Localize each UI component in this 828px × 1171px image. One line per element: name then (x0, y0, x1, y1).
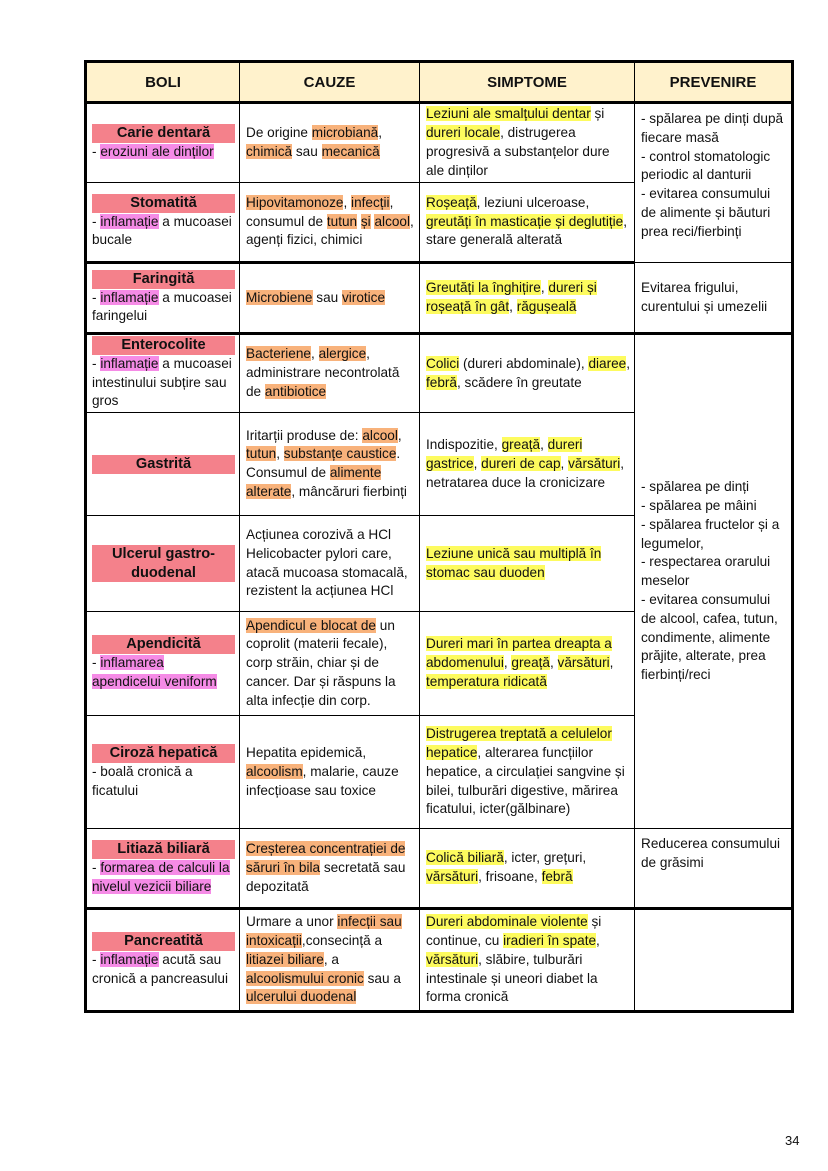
prevenire-cell: - spălarea pe dinți după fiecare masă - control stomatologic periodic al danturii - evitarea consumului de alimente și băuturi prea reci/fierbinți (635, 103, 793, 263)
cauze-cell: Acțiunea corozivă a HCl Helicobacter pylori care, atacă mucoasa stomacală, rezistent la acțiunea HCl (240, 516, 420, 612)
simptome-cell: Dureri mari în partea dreapta a abdomenului, greață, vărsături, temperatura ridicată (420, 612, 635, 716)
header-simptome: SIMPTOME (420, 62, 635, 103)
boli-cell: Carie dentară - eroziuni ale dinților (86, 103, 240, 183)
cauze-cell: Hepatita epidemică, alcoolism, malarie, cauze infecțioase sau toxice (240, 716, 420, 829)
simptome-cell: Dureri abdominale violente și continue, cu iradieri în spate, vărsături, slăbire, tulburări intestinale și uneori diabet la forma cronică (420, 909, 635, 1012)
boli-cell: Faringită - inflamație a mucoasei faringelui (86, 263, 240, 334)
simptome-cell: Leziuni ale smalțului dentar și dureri locale, distrugerea progresivă a substanțelor dure ale dinților (420, 103, 635, 183)
header-prevenire: PREVENIRE (635, 62, 793, 103)
table-row (86, 263, 793, 334)
simptome-cell: Distrugerea treptată a celulelor hepatice, alterarea funcțiilor hepatice, a circulației sangvine și bilei, tulburări digestive, mărirea ficatului, icter(gălbinare) (420, 716, 635, 829)
diseases-table (84, 60, 794, 1013)
header-row (86, 62, 793, 103)
table-row (86, 103, 793, 183)
boli-cell (86, 413, 240, 516)
cauze-cell: Bacteriene, alergice, administrare necontrolată de antibiotice (240, 334, 420, 413)
disease-name: Enterocolite (92, 336, 235, 355)
table-row (86, 909, 793, 1012)
boli-cell: Pancreatită - inflamație acută sau cronică a pancreasului (86, 909, 240, 1012)
simptome-cell: Indispozitie, greață, dureri gastrice, dureri de cap, vărsături, netratarea duce la cronicizare (420, 413, 635, 516)
prevenire-cell: Reducerea consumului de grăsimi (635, 829, 793, 909)
page-number: 34 (785, 1133, 800, 1148)
cauze-cell: Urmare a unor infecții sau intoxicații,consecință a litiazei biliare, a alcoolismului cronic sau a ulcerului duodenal (240, 909, 420, 1012)
table-row (86, 334, 793, 413)
cauze-cell: Creșterea concentrației de săruri în bila secretată sau depozitată (240, 829, 420, 909)
prevenire-cell: - spălarea pe dinți - spălarea pe mâini - spălarea fructelor și a legumelor, - respectarea orarului meselor - evitarea consumului de alcool, cafea, tutun, condimente, alimente prăjite, alterate, prea fierbinți/reci (635, 334, 793, 829)
simptome-cell: Greutăți la înghițire, dureri și roșeață în gât, răgușeală (420, 263, 635, 334)
simptome-cell: Colici (dureri abdominale), diaree, febră, scădere în greutate (420, 334, 635, 413)
header-boli: BOLI (86, 62, 240, 103)
prevenire-cell: Evitarea frigului, curentului și umezelii (635, 263, 793, 334)
boli-cell: Apendicită - inflamarea apendicelui veniform (86, 612, 240, 716)
disease-name: Litiază biliară (92, 840, 235, 859)
cauze-cell: Apendicul e blocat de un coprolit (materii fecale), corp străin, chiar și de cancer. Dar și răspuns la alta infecție din corp. (240, 612, 420, 716)
cauze-cell: De origine microbiană, chimică sau mecanică (240, 103, 420, 183)
boli-cell: Litiază biliară - formarea de calculi la nivelul vezicii biliare (86, 829, 240, 909)
boli-cell: Ciroză hepatică - boală cronică a ficatului (86, 716, 240, 829)
disease-name: Ciroză hepatică (92, 744, 235, 763)
header-cauze: CAUZE (240, 62, 420, 103)
simptome-cell: Roșeață, leziuni ulceroase, greutăți în masticație și deglutiție, stare generală alterată (420, 183, 635, 263)
simptome-cell: Leziune unică sau multiplă în stomac sau duoden (420, 516, 635, 612)
cauze-cell: Hipovitamonoze, infecții, consumul de tutun și alcool, agenți fizici, chimici (240, 183, 420, 263)
disease-name: Carie dentară (92, 124, 235, 143)
table-row (86, 829, 793, 909)
disease-name: Gastrită (92, 455, 235, 474)
simptome-cell: Colică biliară, icter, grețuri, vărsături, frisoane, febră (420, 829, 635, 909)
disease-name: Apendicită (92, 635, 235, 654)
prevenire-cell-empty (635, 909, 793, 1012)
disease-name: Ulcerul gastro-duodenal (92, 545, 235, 583)
cauze-cell: Iritarții produse de: alcool, tutun, substanțe caustice. Consumul de alimente alterate, mâncăruri fierbinți (240, 413, 420, 516)
disease-name: Faringită (92, 270, 235, 289)
boli-cell (86, 516, 240, 612)
disease-name: Pancreatită (92, 932, 235, 951)
cauze-cell: Microbiene sau virotice (240, 263, 420, 334)
boli-cell: Stomatită - inflamație a mucoasei bucale (86, 183, 240, 263)
disease-name: Stomatită (92, 194, 235, 213)
boli-cell: Enterocolite - inflamație a mucoasei intestinului subțire sau gros (86, 334, 240, 413)
